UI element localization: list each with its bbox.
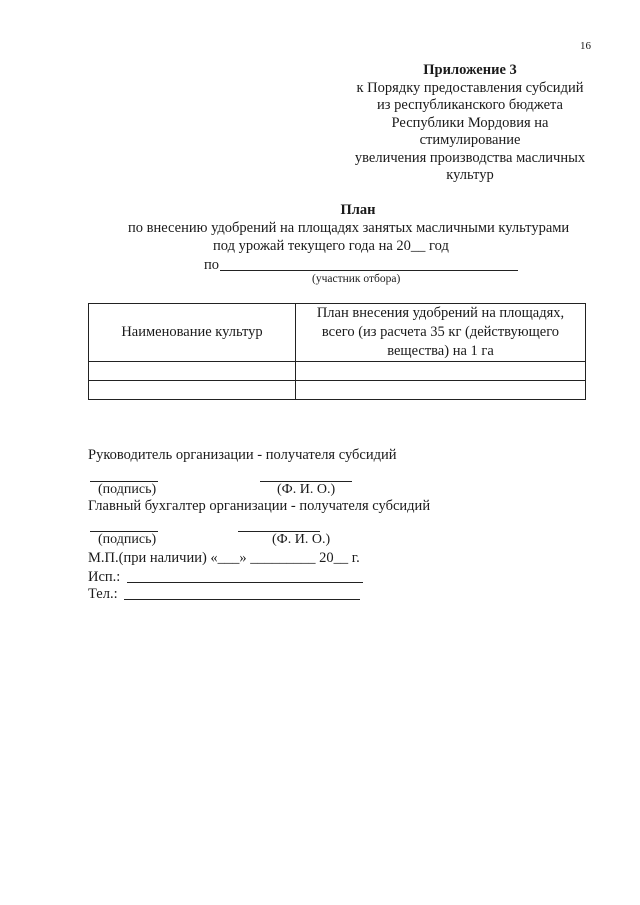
appendix-line: культур [446, 167, 494, 183]
plan-subtitle-line-1: по внесению удобрений на площадях занятых масличными культурами [128, 220, 570, 236]
participant-prefix: по [204, 257, 220, 273]
page-number: 16 [580, 40, 591, 52]
appendix-line: Республики Мордовия на [391, 114, 549, 131]
plan-subtitle-line-2: под урожай текущего года на 20__ год [213, 238, 449, 254]
head-signature-caption: (подпись) [98, 482, 157, 497]
executor-fill-line[interactable] [127, 582, 363, 583]
table-cell-plan[interactable] [296, 362, 586, 381]
appendix-line: из республиканского бюджета [377, 97, 563, 113]
stamp-and-date-line: М.П.(при наличии) «___» _________ 20__ г. [88, 550, 360, 566]
participant-caption: (участник отбора) [312, 273, 401, 285]
table-cell-crop[interactable] [89, 362, 296, 381]
appendix-line: стимулирование [419, 132, 521, 148]
table-row [89, 381, 586, 400]
plan-title: План [340, 202, 376, 218]
table-header-row [89, 304, 586, 362]
phone-label: Тел.: [88, 586, 118, 602]
chief-accountant-label: Главный бухгалтер организации - получателя субсидий [88, 498, 431, 514]
executor-label: Исп.: [88, 569, 121, 585]
phone-fill-line[interactable] [124, 599, 360, 600]
column-header-crops: Наименование культур [89, 304, 296, 362]
appendix-header [330, 62, 610, 185]
participant-fill-line[interactable] [220, 270, 518, 271]
table-cell-plan[interactable] [296, 381, 586, 400]
appendix-title: Приложение 3 [423, 62, 517, 78]
fertilizer-plan-table [88, 303, 586, 400]
table-cell-crop[interactable] [89, 381, 296, 400]
accountant-name-caption: (Ф. И. О.) [272, 532, 331, 547]
table-row [89, 362, 586, 381]
head-of-organization-label: Руководитель организации - получателя субсидий [88, 447, 397, 463]
appendix-line: к Порядку предоставления субсидий [356, 79, 584, 96]
head-name-caption: (Ф. И. О.) [277, 482, 336, 497]
appendix-line: увеличения производства масличных [354, 149, 586, 166]
accountant-signature-caption: (подпись) [98, 532, 157, 547]
column-header-fertilizer-plan: План внесения удобрений на площадях, всего (из расчета 35 кг (действующего вещества) на 1 га [296, 304, 586, 362]
